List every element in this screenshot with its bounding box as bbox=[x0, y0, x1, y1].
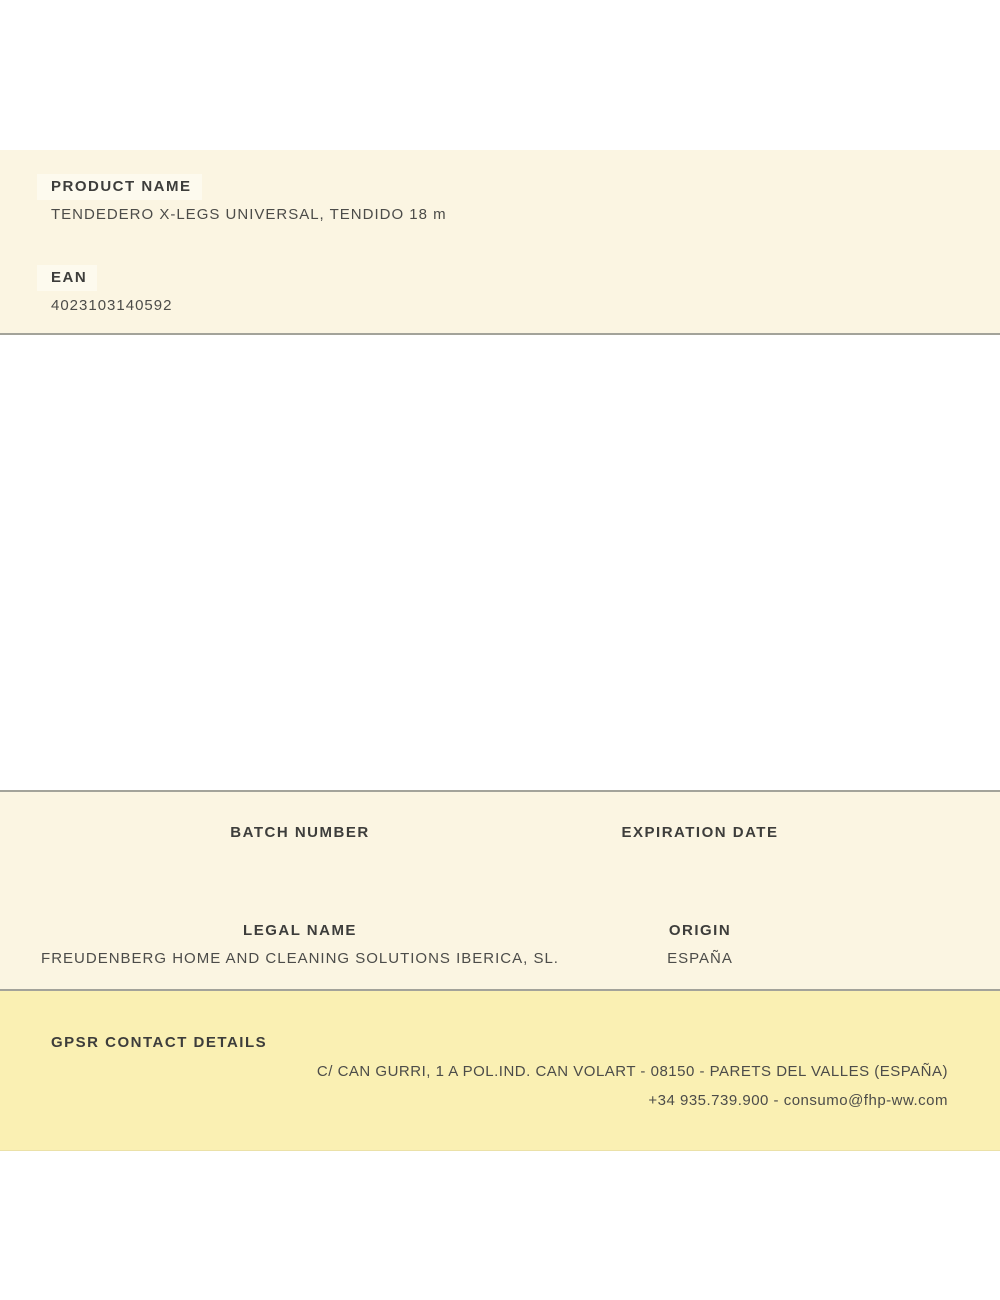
product-name-field bbox=[51, 174, 949, 225]
origin-label: ORIGIN bbox=[668, 922, 732, 939]
batch-details-section bbox=[0, 790, 1000, 991]
ean-value: 4023103140592 bbox=[51, 297, 173, 314]
expiration-date-label: EXPIRATION DATE bbox=[621, 824, 779, 841]
product-section bbox=[0, 150, 1000, 335]
details-right-column bbox=[500, 792, 900, 969]
ean-field bbox=[51, 265, 949, 316]
gpsr-contact-phone-email: +34 935.739.900 - consumo@fhp-ww.com bbox=[648, 1092, 948, 1109]
product-name-value: TENDEDERO X-LEGS UNIVERSAL, TENDIDO 18 m bbox=[51, 206, 447, 223]
ean-label: EAN bbox=[37, 265, 97, 291]
gpsr-contact-heading: GPSR CONTACT DETAILS bbox=[51, 1034, 268, 1051]
origin-value: ESPAÑA bbox=[667, 950, 733, 967]
legal-name-label: LEGAL NAME bbox=[243, 922, 357, 939]
legal-name-value: FREUDENBERG HOME AND CLEANING SOLUTIONS IBERICA, SL. bbox=[41, 950, 559, 967]
batch-number-label: BATCH NUMBER bbox=[230, 824, 370, 841]
product-name-label: PRODUCT NAME bbox=[37, 174, 202, 200]
gpsr-contact-section bbox=[0, 991, 1000, 1151]
gpsr-contact-address: C/ CAN GURRI, 1 A POL.IND. CAN VOLART - 08150 - PARETS DEL VALLES (ESPAÑA) bbox=[316, 1063, 948, 1080]
